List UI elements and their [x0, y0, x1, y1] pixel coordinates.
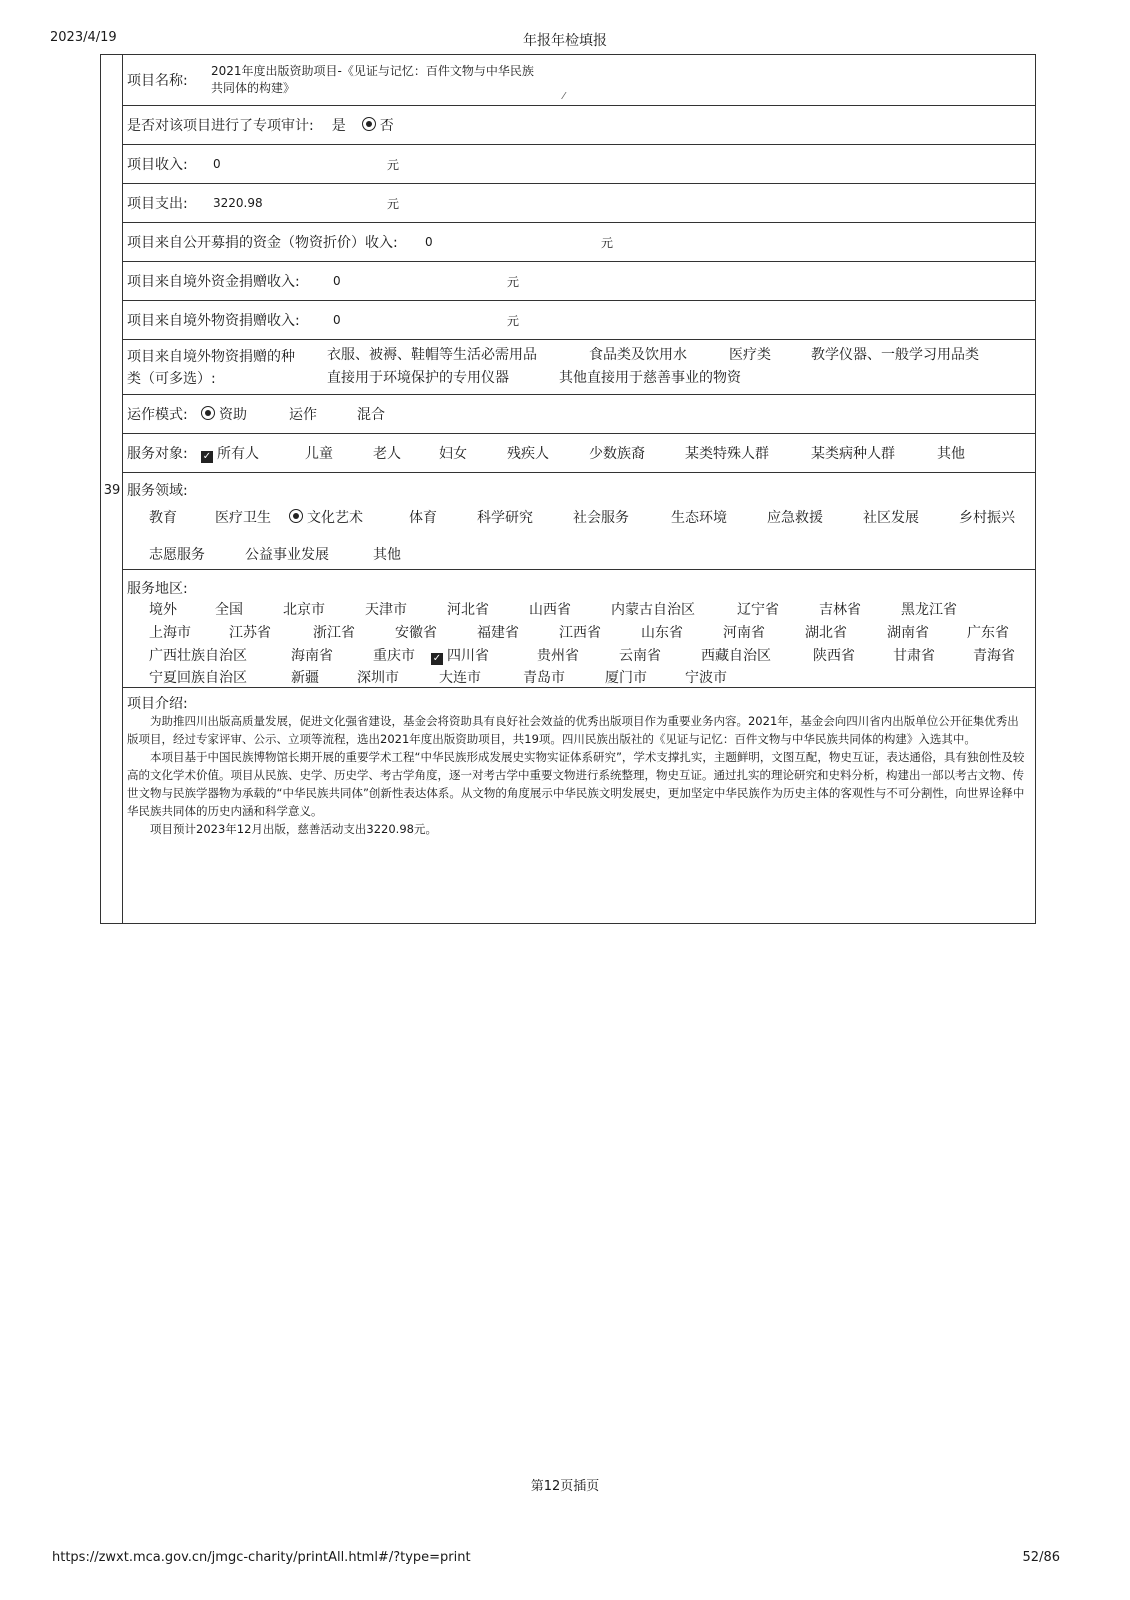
- expense-value: 3220.98: [213, 196, 263, 210]
- expense-row: [123, 184, 1035, 223]
- goods-type-option[interactable]: 直接用于环境保护的专用仪器: [327, 370, 509, 386]
- audit-yes-option[interactable]: 是: [331, 118, 346, 134]
- checkbox-checked-icon: ✓: [202, 451, 212, 462]
- page-label: 第12页插页: [530, 1479, 600, 1494]
- region-option[interactable]: 境外: [149, 602, 177, 618]
- foreign-cash-row: [123, 262, 1035, 301]
- region-option[interactable]: 海南省: [291, 648, 333, 664]
- expense-label: 项目支出:: [127, 196, 188, 212]
- region-option[interactable]: 大连市: [439, 670, 481, 686]
- target-option[interactable]: 残疾人: [507, 446, 549, 462]
- region-option[interactable]: 内蒙古自治区: [611, 602, 695, 618]
- expense-unit: 元: [387, 196, 400, 211]
- goods-types-label-line1: 项目来自境外物资捐赠的种: [127, 349, 295, 365]
- public-fund-row: [123, 223, 1035, 262]
- mode-option-funding[interactable]: [201, 404, 247, 424]
- region-option[interactable]: 厦门市: [605, 670, 647, 686]
- target-option[interactable]: 某类病种人群: [811, 446, 895, 462]
- row-number: 39: [103, 483, 121, 498]
- project-name-line1: 2021年度出版资助项目-《见证与记忆：百件文物与中华民族: [211, 64, 534, 78]
- regions-label: 服务地区:: [127, 581, 188, 597]
- pen-mark: ⁄: [563, 91, 565, 102]
- field-option[interactable]: 应急救援: [767, 510, 823, 526]
- project-name-label: 项目名称:: [127, 73, 188, 89]
- audit-label: 是否对该项目进行了专项审计:: [127, 118, 314, 134]
- target-option[interactable]: 老人: [373, 446, 401, 462]
- page-title: 年报年检填报: [523, 33, 607, 49]
- foreign-cash-label: 项目来自境外资金捐赠收入:: [127, 274, 300, 290]
- region-option[interactable]: 辽宁省: [737, 602, 779, 618]
- checkbox-checked-icon: ✓: [432, 653, 442, 664]
- mode-option-operation[interactable]: 运作: [289, 407, 317, 423]
- region-option[interactable]: 山东省: [641, 625, 683, 641]
- goods-type-option[interactable]: 衣服、被褥、鞋帽等生活必需用品: [327, 347, 537, 363]
- income-row: [123, 145, 1035, 184]
- mode-label: 运作模式:: [127, 407, 188, 423]
- page-count: 52/86: [1022, 1550, 1060, 1565]
- region-option-label: 四川省: [447, 648, 489, 664]
- audit-no-label: 否: [379, 118, 394, 134]
- mode-option-label: 资助: [219, 407, 247, 423]
- goods-types-row: [123, 340, 1035, 395]
- mode-row: [123, 395, 1035, 434]
- region-option[interactable]: 宁夏回族自治区: [149, 670, 247, 686]
- region-option[interactable]: 西藏自治区: [701, 648, 771, 664]
- foreign-cash-value: 0: [333, 274, 341, 288]
- public-fund-label: 项目来自公开募捐的资金（物资折价）收入:: [127, 235, 398, 251]
- region-option[interactable]: 河南省: [723, 625, 765, 641]
- region-option[interactable]: 湖北省: [805, 625, 847, 641]
- field-option[interactable]: 科学研究: [477, 510, 533, 526]
- target-option[interactable]: 其他: [937, 446, 965, 462]
- region-option[interactable]: 广西壮族自治区: [149, 648, 247, 664]
- foreign-goods-label: 项目来自境外物资捐赠收入:: [127, 313, 300, 329]
- goods-type-option[interactable]: 医疗类: [729, 347, 771, 363]
- region-option[interactable]: 新疆: [291, 670, 319, 686]
- income-value: 0: [213, 157, 221, 171]
- field-option[interactable]: 其他: [373, 547, 401, 563]
- target-option[interactable]: 妇女: [439, 446, 467, 462]
- region-option[interactable]: 吉林省: [819, 602, 861, 618]
- radio-selected-icon: [289, 509, 303, 523]
- target-option[interactable]: 少数族裔: [589, 446, 645, 462]
- field-option[interactable]: 医疗卫生: [215, 510, 271, 526]
- region-option[interactable]: 深圳市: [357, 670, 399, 686]
- mode-option-mixed[interactable]: 混合: [357, 407, 385, 423]
- field-option-label: 文化艺术: [307, 510, 363, 526]
- region-option[interactable]: 全国: [215, 602, 243, 618]
- field-option[interactable]: 生态环境: [671, 510, 727, 526]
- radio-selected-icon: [201, 406, 215, 420]
- region-option[interactable]: 重庆市: [373, 648, 415, 664]
- field-option[interactable]: 社区发展: [863, 510, 919, 526]
- region-option[interactable]: 福建省: [477, 625, 519, 641]
- region-option[interactable]: 云南省: [619, 648, 661, 664]
- audit-no-option[interactable]: [362, 115, 394, 135]
- region-option[interactable]: 宁波市: [685, 670, 727, 686]
- field-option[interactable]: 公益事业发展: [245, 547, 329, 563]
- region-option[interactable]: 贵州省: [537, 648, 579, 664]
- intro-paragraph: 本项目基于中国民族博物馆长期开展的重要学术工程“中华民族形成发展史实物实证体系研究”，学术支撑扎实，主题鲜明，文图互配，物史互证，表达通俗，具有独创性及较高的文化学术价值。项目从民族、史学、历史学、考古学角度，逐一对考古学中重要文物进行系统整理，物史互证。通过扎实的理论研究和史料分析，构建出一部以考古文物、传世文物与民族学器物为承载的“中华民族共同体”创新性表达体系。从文物的角度展示中华民族文明发展史，更加坚定中华民族作为历史主体的客观性与不可分割性，向世界诠释中华民族共同体的历史内涵和科学意义。: [127, 750, 1025, 818]
- region-option[interactable]: 甘肃省: [893, 648, 935, 664]
- goods-type-option[interactable]: 食品类及饮用水: [589, 347, 687, 363]
- targets-label: 服务对象:: [127, 446, 188, 462]
- intro-label: 项目介绍:: [127, 696, 188, 712]
- targets-row: [123, 434, 1035, 473]
- field-option-culture[interactable]: [289, 507, 363, 527]
- goods-type-option[interactable]: 教学仪器、一般学习用品类: [811, 347, 979, 363]
- region-option[interactable]: 广东省: [967, 625, 1009, 641]
- region-option[interactable]: 江西省: [559, 625, 601, 641]
- project-name-line2: 共同体的构建》: [211, 81, 296, 95]
- region-option[interactable]: 山西省: [529, 602, 571, 618]
- region-option[interactable]: 湖南省: [887, 625, 929, 641]
- foreign-goods-row: [123, 301, 1035, 340]
- print-date: 2023/4/19: [50, 30, 117, 45]
- foreign-goods-value: 0: [333, 313, 341, 327]
- region-option[interactable]: 江苏省: [229, 625, 271, 641]
- field-option[interactable]: 体育: [409, 510, 437, 526]
- public-fund-unit: 元: [601, 235, 614, 250]
- foreign-goods-unit: 元: [507, 313, 520, 328]
- print-url: https://zwxt.mca.gov.cn/jmgc-charity/printAll.html#/?type=print: [52, 1550, 471, 1565]
- field-option[interactable]: 社会服务: [573, 510, 629, 526]
- radio-selected-icon: [362, 117, 376, 131]
- project-name-row: [123, 55, 1035, 106]
- income-unit: 元: [387, 157, 400, 172]
- goods-types-label-line2: 类（可多选）:: [127, 371, 216, 387]
- intro-paragraph: 项目预计2023年12月出版，慈善活动支出3220.98元。: [150, 822, 437, 836]
- public-fund-value: 0: [425, 235, 433, 249]
- foreign-cash-unit: 元: [507, 274, 520, 289]
- field-option[interactable]: 志愿服务: [149, 547, 205, 563]
- fields-label: 服务领域:: [127, 483, 188, 499]
- intro-paragraph: 为助推四川出版高质量发展，促进文化强省建设，基金会将资助具有良好社会效益的优秀出版项目作为重要业务内容。2021年，基金会向四川省内出版单位公开征集优秀出版项目，经过专家评审、公示、立项等流程，选出2021年度出版资助项目，共19项。四川民族出版社的《见证与记忆：百件文物与中华民族共同体的构建》入选其中。: [127, 714, 1019, 746]
- income-label: 项目收入:: [127, 157, 188, 173]
- region-option[interactable]: 陕西省: [813, 648, 855, 664]
- region-option[interactable]: 北京市: [283, 602, 325, 618]
- region-option[interactable]: 河北省: [447, 602, 489, 618]
- region-option[interactable]: 青海省: [973, 648, 1015, 664]
- intro-text: [127, 712, 1029, 838]
- report-table: [100, 54, 1036, 924]
- region-option[interactable]: 黑龙江省: [901, 602, 957, 618]
- intro-row: [123, 688, 1035, 912]
- target-option[interactable]: 儿童: [305, 446, 333, 462]
- fields-row: [123, 473, 1035, 570]
- goods-type-option[interactable]: 其他直接用于慈善事业的物资: [559, 370, 741, 386]
- target-option-label: 所有人: [217, 446, 259, 462]
- region-option[interactable]: 青岛市: [523, 670, 565, 686]
- field-option[interactable]: 教育: [149, 510, 177, 526]
- target-option[interactable]: 某类特殊人群: [685, 446, 769, 462]
- target-option-all[interactable]: [201, 443, 259, 463]
- region-option[interactable]: 安徽省: [395, 625, 437, 641]
- region-option[interactable]: 上海市: [149, 625, 191, 641]
- region-option-sichuan[interactable]: [431, 645, 489, 665]
- audit-row: [123, 106, 1035, 145]
- regions-row: [123, 570, 1035, 688]
- region-option[interactable]: 浙江省: [313, 625, 355, 641]
- region-option[interactable]: 天津市: [365, 602, 407, 618]
- field-option[interactable]: 乡村振兴: [959, 510, 1015, 526]
